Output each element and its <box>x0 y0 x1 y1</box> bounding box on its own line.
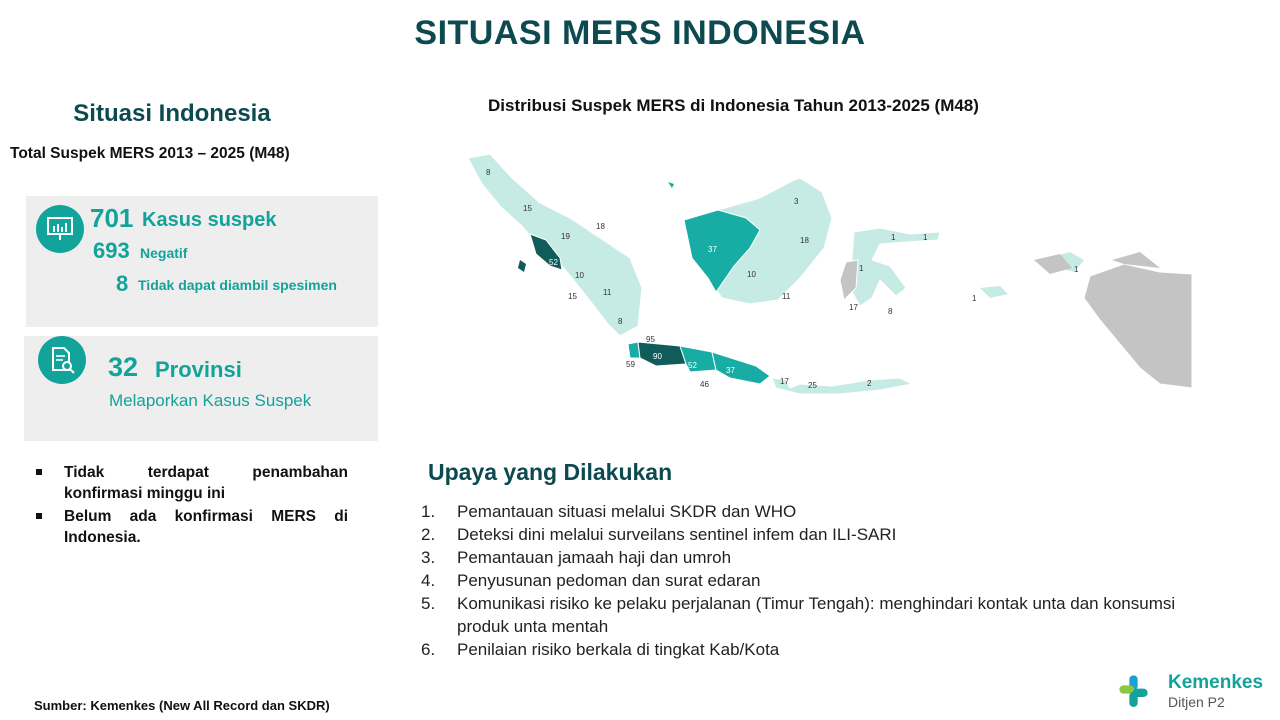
tidak-count: 8 <box>116 271 129 296</box>
region-maluku-utara <box>980 286 1008 298</box>
map-label: 8 <box>618 317 623 326</box>
map-label: 8 <box>888 307 893 316</box>
map-label: 17 <box>780 377 789 386</box>
bullet-item: Belum ada konfirmasi MERS di Indonesia. <box>34 506 348 548</box>
negatif-label: Negatif <box>140 245 188 261</box>
item-text: Pemantauan jamaah haji dan umroh <box>457 548 732 567</box>
map-label: 10 <box>575 271 584 280</box>
total-suspek-heading: Total Suspek MERS 2013 – 2025 (M48) <box>10 145 290 162</box>
suspek-label: Kasus suspek <box>142 209 277 231</box>
upaya-item <box>421 546 1201 569</box>
document-search-icon <box>38 336 86 384</box>
upaya-item <box>421 592 1201 638</box>
negatif-count: 693 <box>93 238 130 263</box>
upaya-item <box>421 500 1201 523</box>
source-note: Sumber: Kemenkes (New All Record dan SKDR) <box>34 698 330 713</box>
map-label: 3 <box>794 197 799 206</box>
map-label: 1 <box>923 233 928 242</box>
map-label: 52 <box>688 361 697 370</box>
map-label: 46 <box>700 380 709 389</box>
item-number: 1. <box>421 502 436 521</box>
provinsi-sublabel: Melaporkan Kasus Suspek <box>109 391 312 410</box>
item-text: Penilaian risiko berkala di tingkat Kab/Kota <box>457 640 780 659</box>
item-number: 4. <box>421 571 436 590</box>
upaya-list <box>421 500 1201 661</box>
page-title: SITUASI MERS INDONESIA <box>414 14 866 52</box>
provinsi-label: Provinsi <box>155 357 242 382</box>
map-label: 1 <box>891 233 896 242</box>
item-text: Komunikasi risiko ke pelaku perjalanan (Timur Tengah): menghindari kontak unta dan konsumsi produk unta mentah <box>457 594 1176 636</box>
provinsi-count: 32 <box>108 352 139 382</box>
kemenkes-logo-icon <box>1116 668 1166 716</box>
region-papua <box>1084 264 1192 388</box>
map-label: 2 <box>867 379 872 388</box>
upaya-item <box>421 569 1201 592</box>
map-label: 59 <box>626 360 635 369</box>
bullet-item: Tidak terdapat penambahan konfirmasi minggu ini <box>34 462 348 504</box>
map-label: 19 <box>561 232 570 241</box>
map-label: 15 <box>568 292 577 301</box>
map-label: 11 <box>603 288 612 297</box>
upaya-item <box>421 523 1201 546</box>
map-label: 15 <box>523 204 532 213</box>
map-svg <box>460 148 1200 428</box>
map-label: 1 <box>1074 265 1079 274</box>
map-label: 25 <box>808 381 817 390</box>
region-jatim <box>712 352 770 384</box>
item-number: 5. <box>421 594 436 613</box>
map-label: 10 <box>747 270 756 279</box>
map-label: 17 <box>849 303 858 312</box>
logo-name: Kemenkes <box>1168 672 1264 693</box>
map-title: Distribusi Suspek MERS di Indonesia Tahun 2013-2025 (M48) <box>488 96 979 115</box>
region-jateng <box>680 346 716 372</box>
upaya-item <box>421 638 1201 661</box>
map-label: 1 <box>972 294 977 303</box>
map-label: 95 <box>646 335 655 344</box>
region-sumatra <box>468 154 642 336</box>
situation-bullets <box>34 462 348 550</box>
map-label: 37 <box>726 366 735 375</box>
map-label: 18 <box>596 222 605 231</box>
item-number: 2. <box>421 525 436 544</box>
item-text: Deteksi dini melalui surveilans sentinel infem dan ILI-SARI <box>457 525 897 544</box>
upaya-heading: Upaya yang Dilakukan <box>428 459 673 485</box>
logo-sub: Ditjen P2 <box>1168 694 1225 710</box>
item-number: 6. <box>421 640 436 659</box>
map-label: 11 <box>782 292 791 301</box>
map-label: 37 <box>708 245 717 254</box>
item-number: 3. <box>421 548 436 567</box>
map-label: 1 <box>859 264 864 273</box>
region-natuna <box>668 182 674 188</box>
presentation-chart-icon <box>36 205 84 253</box>
indonesia-map <box>460 148 1200 428</box>
map-label: 8 <box>486 168 491 177</box>
region-sumatra-islands <box>518 260 526 272</box>
map-label: 90 <box>653 352 662 361</box>
map-label: 18 <box>800 236 809 245</box>
region-jabar <box>638 342 686 366</box>
map-label: 52 <box>549 258 558 267</box>
tidak-label: Tidak dapat diambil spesimen <box>138 277 337 293</box>
item-text: Penyusunan pedoman dan surat edaran <box>457 571 761 590</box>
region-nusa-tenggara <box>772 378 912 394</box>
section-heading-situasi: Situasi Indonesia <box>73 100 271 127</box>
suspek-count: 701 <box>90 203 134 233</box>
item-text: Pemantauan situasi melalui SKDR dan WHO <box>457 502 797 521</box>
